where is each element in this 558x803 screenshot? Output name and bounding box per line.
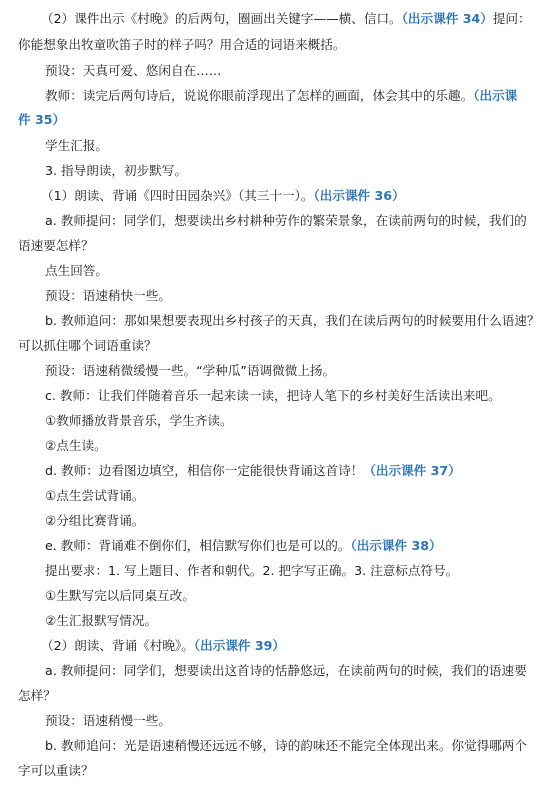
paragraph: ①教师播放背景音乐，学生齐读。 (45, 413, 233, 428)
paragraph: （2）朗读、背诵《村晚》。（出示课件 39） (41, 638, 286, 653)
paragraph: e. 教师：背诵难不倒你们，相信默写你们也是可以的。（出示课件 38） (45, 538, 442, 553)
paragraph: b. 教师追问：光是语速稍慢还远远不够，诗的韵味还不能完全体现出来。你觉得哪两个 (45, 738, 527, 753)
section-heading: 3. 指导朗读，初步默写。 (45, 163, 187, 178)
paragraph: 字可以重读？ (18, 763, 94, 778)
paragraph: （2）课件出示《村晚》的后两句，圈画出关键字——横、信口。（出示课件 34）提问： (41, 11, 531, 26)
paragraph: 预设：语速稍慢一些。 (45, 713, 171, 728)
paragraph: （1）朗读、背诵《四时田园杂兴》（其三十一）。（出示课件 36） (41, 188, 405, 203)
paragraph: 教师：读完后两句诗后，说说你眼前浮现出了怎样的画面，体会其中的乐趣。（出示课 (45, 88, 518, 103)
paragraph: c. 教师：让我们伴随着音乐一起来读一读，把诗人笔下的乡村美好生活读出来吧。 (45, 388, 501, 403)
paragraph: 预设：语速稍快一些。 (45, 288, 171, 303)
paragraph: 语速要怎样？ (18, 238, 94, 253)
paragraph: 可以抓住哪个词语重读？ (18, 338, 157, 353)
paragraph: 学生汇报。 (45, 138, 108, 153)
paragraph: 预设：天真可爱、悠闲自在…… (45, 63, 222, 78)
paragraph: 你能想象出牧童吹笛子时的样子吗？用合适的词语来概括。 (18, 37, 346, 52)
paragraph: ②生汇报默写情况。 (45, 613, 158, 628)
paragraph: 预设：语速稍微缓慢一些。“学种瓜”语调微微上扬。 (45, 363, 336, 378)
paragraph: 提出要求：1. 写上题目、作者和朝代。2. 把字写正确。3. 注意标点符号。 (45, 563, 459, 578)
paragraph: d. 教师：边看图边填空，相信你一定能很快背诵这首诗！（出示课件 37） (45, 463, 461, 478)
paragraph: ①点生尝试背诵。 (45, 488, 145, 503)
paragraph: a. 教师提问：同学们，想要读出这首诗的恬静悠远，在读前两句的时候，我们的语速要 (45, 663, 527, 678)
paragraph: 怎样？ (18, 688, 56, 703)
paragraph: a. 教师提问：同学们，想要读出乡村耕种劳作的繁荣景象，在读前两句的时候，我们的 (45, 213, 527, 228)
paragraph: ①生默写完以后同桌互改。 (45, 588, 195, 603)
paragraph: ②点生读。 (45, 438, 107, 453)
paragraph: ②分组比赛背诵。 (45, 513, 145, 528)
paragraph: 件 35） (18, 112, 66, 127)
paragraph: b. 教师追问：那如果想要表现出乡村孩子的天真，我们在读后两句的时候要用什么语速？ (45, 313, 540, 328)
paragraph: 点生回答。 (45, 263, 108, 278)
